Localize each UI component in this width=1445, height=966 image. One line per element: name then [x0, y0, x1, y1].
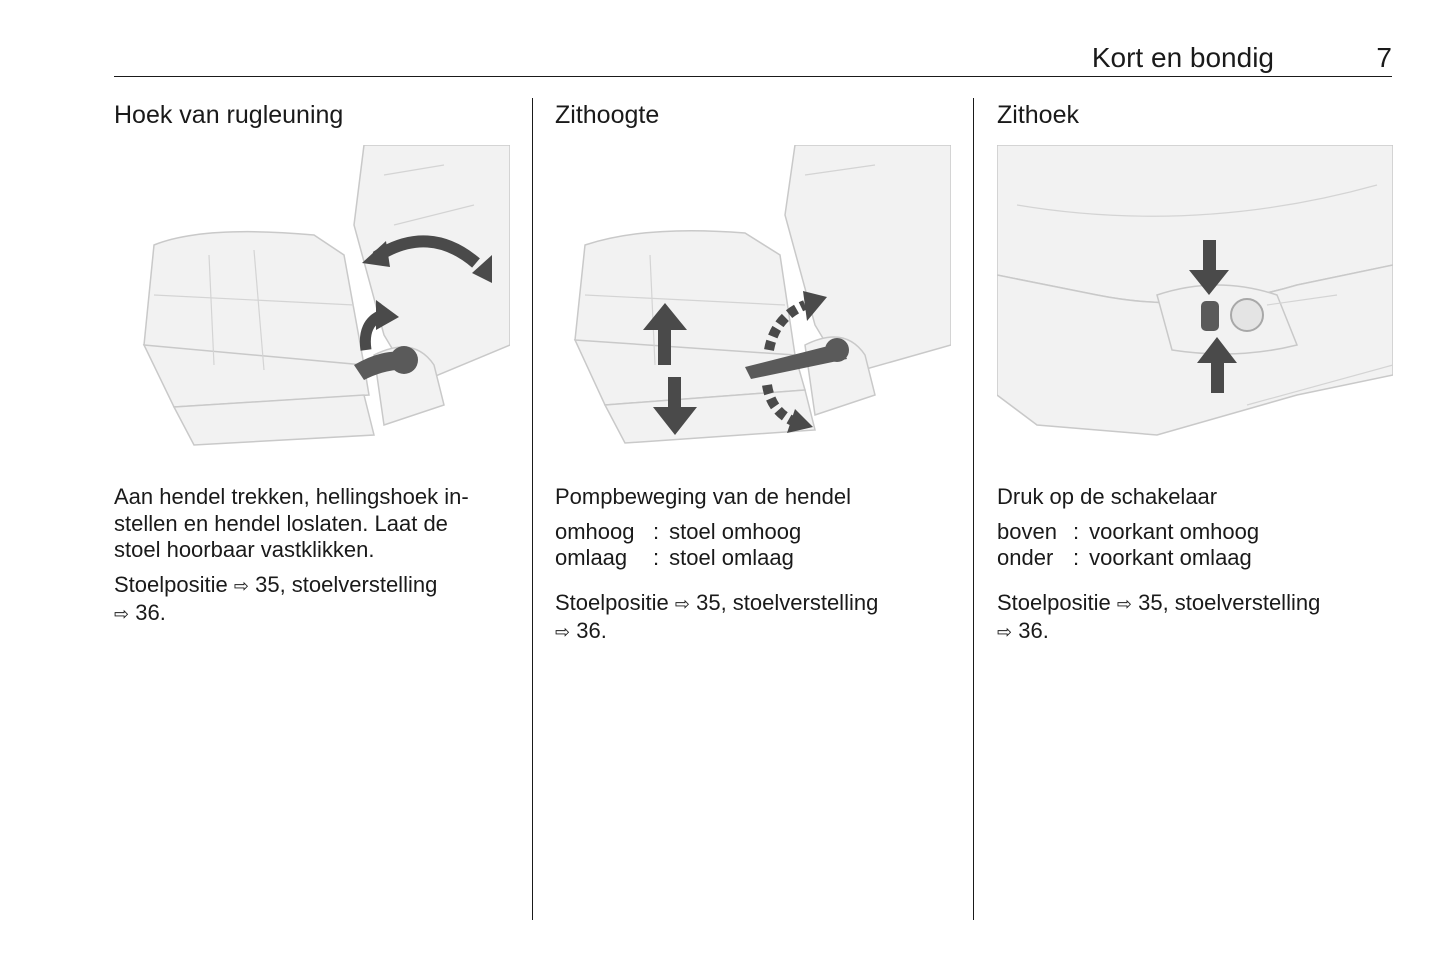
definition-row: onder : voorkant omlaag — [997, 545, 1252, 570]
page-number: 7 — [1376, 42, 1392, 73]
figure-seat-tilt-adjustment — [997, 145, 1393, 463]
arrow-right-outline-icon: ⇨ — [674, 593, 690, 615]
column-divider — [973, 98, 974, 920]
body-line: stoel hoorbaar vastklikken. — [114, 537, 375, 562]
section-backrest-angle — [114, 98, 510, 625]
body-line: Aan hendel trekken, hellingshoek in- — [114, 484, 469, 509]
definition-row: omhoog : stoel omhoog — [555, 518, 802, 544]
page-link[interactable]: 36 — [135, 600, 160, 625]
term: omhoog — [555, 518, 635, 544]
cross-reference: Stoelpositie ⇨ 35, stoelverstelling ⇨ 36. — [997, 589, 1321, 643]
section-text — [114, 484, 510, 637]
section-heading: Zithoogte — [555, 101, 660, 129]
figure-seat-height-adjustment — [555, 145, 951, 463]
arrow-right-outline-icon: ⇨ — [1116, 593, 1132, 615]
section-text — [555, 484, 951, 655]
intro-line: Druk op de schakelaar — [997, 484, 1218, 509]
definition: voorkant omlaag — [1089, 545, 1252, 570]
figure-backrest-adjustment — [114, 145, 510, 463]
page-link[interactable]: 35 — [255, 571, 280, 597]
seat-illustration — [555, 145, 951, 463]
arrow-right-outline-icon: ⇨ — [997, 622, 1013, 643]
page-header — [114, 38, 1392, 77]
cross-reference: Stoelpositie ⇨ 35, stoelverstelling ⇨ 36. — [114, 571, 438, 625]
section-heading: Hoek van rugleuning — [114, 101, 344, 129]
term: boven — [997, 518, 1057, 544]
definition: voorkant omhoog — [1089, 518, 1260, 544]
column-divider — [532, 98, 533, 920]
body-line: stellen en hendel loslaten. Laat de — [114, 510, 448, 536]
section-text — [997, 484, 1393, 655]
page-link[interactable]: 35 — [1138, 589, 1163, 615]
section-heading: Zithoek — [997, 101, 1079, 129]
section-seat-height — [555, 98, 951, 643]
section-seat-tilt — [997, 98, 1393, 643]
definition: stoel omlaag — [669, 545, 794, 570]
header-title: Kort en bondig — [1091, 42, 1274, 73]
seat-illustration — [997, 145, 1393, 463]
definition-row: boven : voorkant omhoog — [997, 518, 1260, 544]
arrow-right-outline-icon: ⇨ — [114, 604, 130, 625]
seat-illustration — [114, 145, 510, 463]
cross-reference: Stoelpositie ⇨ 35, stoelverstelling ⇨ 36. — [555, 589, 879, 643]
arrow-right-outline-icon: ⇨ — [555, 622, 571, 643]
page-link[interactable]: 36 — [576, 618, 601, 643]
definition: stoel omhoog — [669, 518, 802, 544]
term: omlaag — [555, 545, 628, 570]
intro-line: Pompbeweging van de hendel — [555, 484, 852, 509]
page-link[interactable]: 36 — [1018, 618, 1043, 643]
page-link[interactable]: 35 — [696, 589, 721, 615]
definition-row: omlaag : stoel omlaag — [555, 545, 794, 570]
term: onder — [997, 545, 1054, 570]
arrow-right-outline-icon: ⇨ — [233, 575, 249, 597]
